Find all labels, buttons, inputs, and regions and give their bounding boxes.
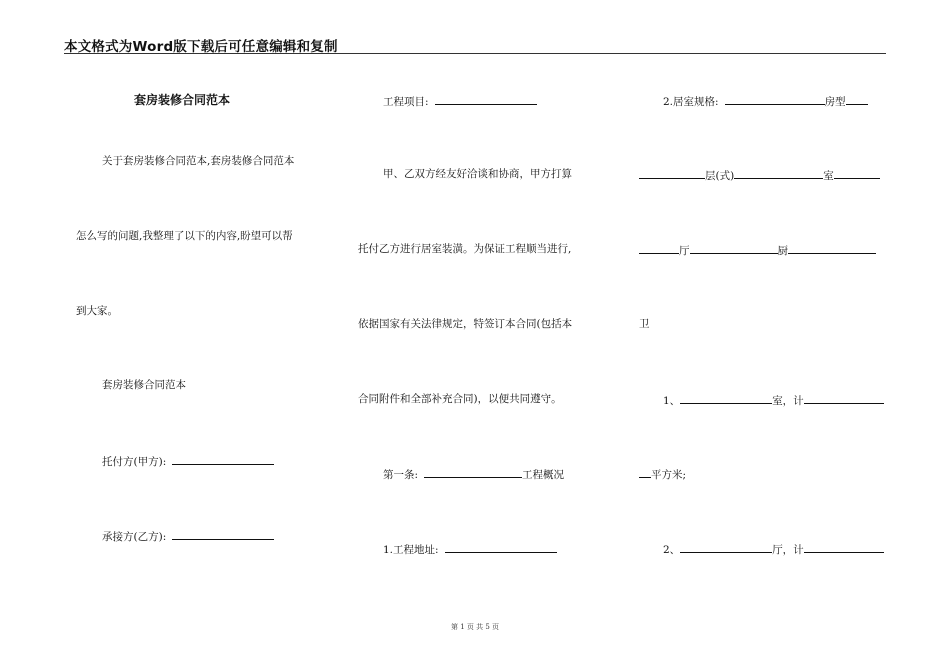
item-2-area-blank[interactable] <box>804 541 884 553</box>
party-a-line <box>102 453 274 469</box>
hall-line <box>639 242 876 258</box>
address-line <box>383 541 557 557</box>
item-1-line <box>663 392 884 408</box>
item-2-text: 厅，计 <box>772 544 804 556</box>
spec-line <box>663 93 868 109</box>
address-blank[interactable] <box>445 541 557 553</box>
hall-label: 厅 <box>679 245 690 257</box>
intro-line-3: 到大家。 <box>76 305 118 317</box>
item-2-line <box>663 541 884 557</box>
party-a-label: 托付方(甲方): <box>102 456 167 468</box>
article-1-blank[interactable] <box>424 466 522 478</box>
address-label: 1.工程地址: <box>383 544 439 556</box>
party-a-blank[interactable] <box>172 453 274 465</box>
item-1-room-blank[interactable] <box>680 392 772 404</box>
article-1-heading: 工程概况 <box>522 469 565 481</box>
project-label: 工程项目: <box>383 96 429 108</box>
spec-label: 2.居室规格: <box>663 96 719 108</box>
project-blank[interactable] <box>435 93 537 105</box>
item-1-area-blank[interactable] <box>804 392 884 404</box>
page-number: 第 1 页 共 5 页 <box>450 623 500 631</box>
body-line-4: 合同附件和全部补充合同)，以便共同遵守。 <box>358 393 562 405</box>
item-2-number: 2、 <box>663 544 681 556</box>
floor-label: 层(式) <box>705 170 735 182</box>
item-2-hall-blank[interactable] <box>680 541 772 553</box>
header-text: 本文格式为Word版下载后可任意编辑和复制 <box>64 39 338 55</box>
kitchen-trailing-blank[interactable] <box>788 242 876 254</box>
kitchen-blank[interactable] <box>690 242 778 254</box>
body-line-2: 托付乙方进行居室装潢。为保证工程顺当进行, <box>358 243 572 255</box>
item-1-number: 1、 <box>663 395 681 407</box>
sqm-blank[interactable] <box>639 466 651 478</box>
bath-label: 卫 <box>639 318 650 330</box>
sqm-label: 平方米; <box>651 469 687 481</box>
kitchen-label: 厨 <box>777 245 788 257</box>
project-line <box>383 93 537 109</box>
intro-line-2: 怎么写的问题,我整理了以下的内容,盼望可以帮 <box>76 230 293 242</box>
article-1-line <box>383 466 564 482</box>
room-label: 室 <box>823 170 834 182</box>
party-b-label: 承接方(乙方): <box>102 531 167 543</box>
party-b-line <box>102 528 274 544</box>
room-type-label: 房型 <box>824 96 846 108</box>
contract-subtitle: 套房装修合同范本 <box>102 379 186 391</box>
document-title: 套房装修合同范本 <box>134 93 231 107</box>
item-1-text: 室，计 <box>772 395 804 407</box>
spec-blank[interactable] <box>725 93 825 105</box>
floor-line <box>639 167 880 183</box>
body-line-3: 依据国家有关法律规定，特签订本合同(包括本 <box>358 318 573 330</box>
document-header <box>64 33 886 54</box>
intro-line-1: 关于套房装修合同范本,套房装修合同范本 <box>102 155 295 167</box>
floor-blank[interactable] <box>639 167 705 179</box>
sqm-line <box>639 466 686 482</box>
room-type-blank[interactable] <box>846 93 868 105</box>
room-trailing-blank[interactable] <box>834 167 880 179</box>
party-b-blank[interactable] <box>172 528 274 540</box>
room-count-blank[interactable] <box>734 167 823 179</box>
hall-blank[interactable] <box>639 242 679 254</box>
article-1-label: 第一条: <box>383 469 419 481</box>
body-line-1: 甲、乙双方经友好洽谈和协商，甲方打算 <box>383 168 572 180</box>
